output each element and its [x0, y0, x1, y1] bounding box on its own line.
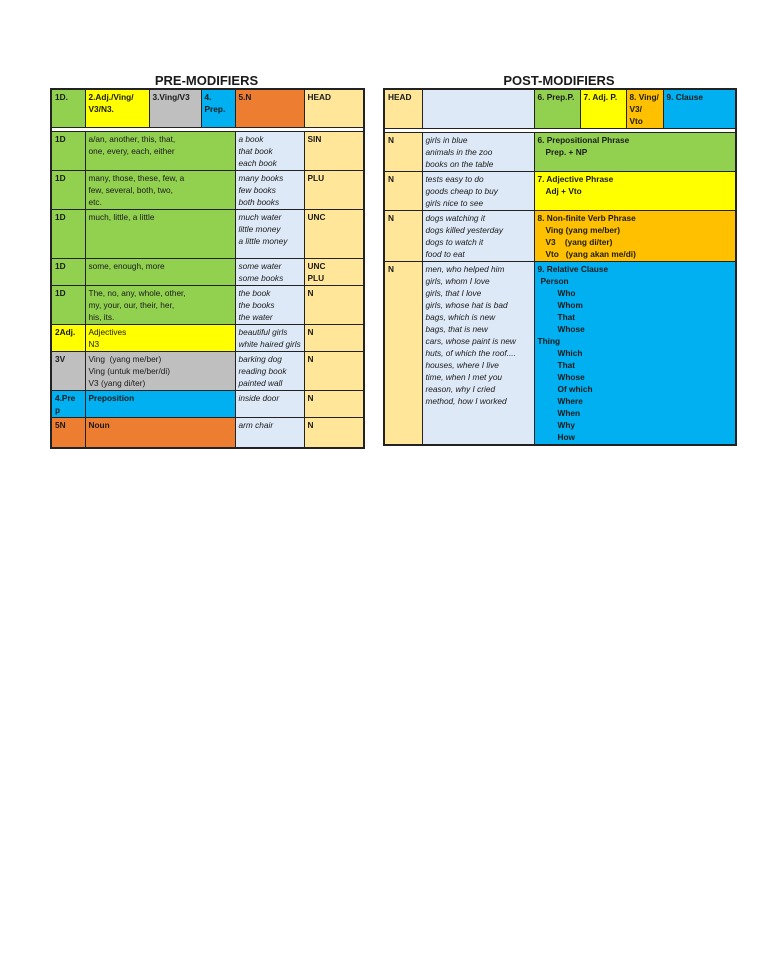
- row-examples: many books few books both books: [235, 170, 304, 209]
- relative-pronoun: Which: [557, 348, 583, 358]
- row-examples: a book that book each book: [235, 131, 304, 170]
- relative-pronoun: How: [557, 432, 576, 442]
- description-line: Prep. + NP: [545, 147, 588, 157]
- row-description: [534, 172, 736, 211]
- row-head: UNC: [304, 209, 364, 258]
- row-examples: barking dog reading book painted wall: [235, 351, 304, 390]
- row-head: PLU: [304, 170, 364, 209]
- relative-pronoun: That: [557, 312, 576, 322]
- pre-row: [51, 285, 364, 324]
- post-header-head: HEAD: [384, 89, 422, 129]
- pre-row: [51, 324, 364, 351]
- description-line: V3 (yang di/ter): [545, 237, 613, 247]
- relative-pronoun: Whose: [557, 372, 585, 382]
- post-modifiers-table: [383, 88, 737, 446]
- row-label: 1D: [51, 258, 85, 285]
- relative-pronoun: When: [557, 408, 581, 418]
- row-description: Ving (yang me/ber) Ving (untuk me/ber/di) V3 (yang di/ter): [85, 351, 235, 390]
- row-examples: inside door: [235, 390, 304, 417]
- row-examples: some water some books: [235, 258, 304, 285]
- row-head: N: [384, 262, 422, 446]
- row-description: The, no, any, whole, other, my, your, our, their, her, his, its.: [85, 285, 235, 324]
- description-title: 7. Adjective Phrase: [537, 174, 614, 184]
- pre-header-prep: 4. Prep.: [201, 89, 235, 127]
- row-examples: beautiful girls white haired girls: [235, 324, 304, 351]
- row-head: SIN: [304, 131, 364, 170]
- row-head: N: [384, 211, 422, 262]
- row-description: Preposition: [85, 390, 235, 417]
- post-row: [384, 262, 736, 446]
- row-label: 1D: [51, 285, 85, 324]
- post-row: [384, 211, 736, 262]
- row-label: 3V: [51, 351, 85, 390]
- row-description: a/an, another, this, that, one, every, each, either: [85, 131, 235, 170]
- post-header-row: [384, 89, 736, 129]
- pre-header-adj: 2.Adj./Ving/ V3/N3.: [85, 89, 149, 127]
- row-description: [534, 211, 736, 262]
- row-head: N: [304, 285, 364, 324]
- pre-header-ving: 3.Ving/V3: [149, 89, 201, 127]
- pre-row: [51, 258, 364, 285]
- pre-header-1d: 1D.: [51, 89, 85, 127]
- row-label: 1D: [51, 209, 85, 258]
- description-title: 6. Prepositional Phrase: [537, 135, 630, 145]
- row-examples: much water little money a little money: [235, 209, 304, 258]
- pre-modifiers-title: PRE-MODIFIERS: [154, 73, 259, 88]
- row-head: N: [384, 172, 422, 211]
- row-examples: men, who helped him girls, whom I love girls, that I love girls, whose hat is bad bags, which is new bags, that is new cars, whose paint is new huts, of which the roof.... houses, where I live time, when I met you reason, why I cried method, how I worked: [422, 262, 534, 446]
- row-label: 2Adj.: [51, 324, 85, 351]
- description-line: Ving (yang me/ber): [545, 225, 621, 235]
- post-modifiers-title: POST-MODIFIERS: [503, 73, 615, 88]
- row-description: much, little, a little: [85, 209, 235, 258]
- row-examples: dogs watching it dogs killed yesterday dogs to watch it food to eat: [422, 211, 534, 262]
- row-examples: tests easy to do goods cheap to buy girls nice to see: [422, 172, 534, 211]
- post-header-prep-phrase: 6. Prep.P.: [534, 89, 580, 129]
- relative-pronoun: Who: [557, 288, 576, 298]
- pre-row: [51, 351, 364, 390]
- pre-header-row: [51, 89, 364, 127]
- post-header-clause: 9. Clause: [663, 89, 736, 129]
- row-examples: arm chair: [235, 417, 304, 448]
- row-head: N: [304, 417, 364, 448]
- description-line: Vto (yang akan me/di): [545, 249, 636, 259]
- row-label: 5N: [51, 417, 85, 448]
- post-header-verb-phrase: 8. Ving/ V3/ Vto: [626, 89, 663, 129]
- relative-pronoun: Whom: [557, 300, 583, 310]
- row-description: many, those, these, few, a few, several, both, two, etc.: [85, 170, 235, 209]
- person-label: Person: [540, 276, 569, 286]
- pre-row: [51, 170, 364, 209]
- post-row: [384, 172, 736, 211]
- row-description: [534, 262, 736, 446]
- row-label: 1D: [51, 131, 85, 170]
- description-title: 8. Non-finite Verb Phrase: [537, 213, 636, 223]
- post-header-blank: [422, 89, 534, 129]
- row-head: N: [304, 390, 364, 417]
- row-head: UNC PLU: [304, 258, 364, 285]
- row-description: [534, 133, 736, 172]
- description-line: Adj + Vto: [545, 186, 582, 196]
- pre-header-head: HEAD: [304, 89, 364, 127]
- pre-row: [51, 131, 364, 170]
- post-header-adj-phrase: 7. Adj. P.: [580, 89, 626, 129]
- post-row: [384, 133, 736, 172]
- relative-pronoun: Of which: [557, 384, 593, 394]
- row-label: 4.Pre p: [51, 390, 85, 417]
- pre-row: [51, 417, 364, 448]
- description-title: 9. Relative Clause: [537, 264, 609, 274]
- thing-label: Thing: [537, 336, 561, 346]
- pre-row: [51, 209, 364, 258]
- row-label: 1D: [51, 170, 85, 209]
- relative-pronoun: Whose: [557, 324, 585, 334]
- row-description: some, enough, more: [85, 258, 235, 285]
- pre-header-noun: 5.N: [235, 89, 304, 127]
- row-examples: girls in blue animals in the zoo books on the table: [422, 133, 534, 172]
- row-description: Adjectives N3: [85, 324, 235, 351]
- pre-row: [51, 390, 364, 417]
- relative-pronoun: That: [557, 360, 576, 370]
- row-description: Noun: [85, 417, 235, 448]
- pre-modifiers-table: [50, 88, 365, 449]
- relative-pronoun: Where: [557, 396, 583, 406]
- row-head: N: [304, 351, 364, 390]
- row-examples: the book the books the water: [235, 285, 304, 324]
- row-head: N: [304, 324, 364, 351]
- relative-pronoun: Why: [557, 420, 576, 430]
- row-head: N: [384, 133, 422, 172]
